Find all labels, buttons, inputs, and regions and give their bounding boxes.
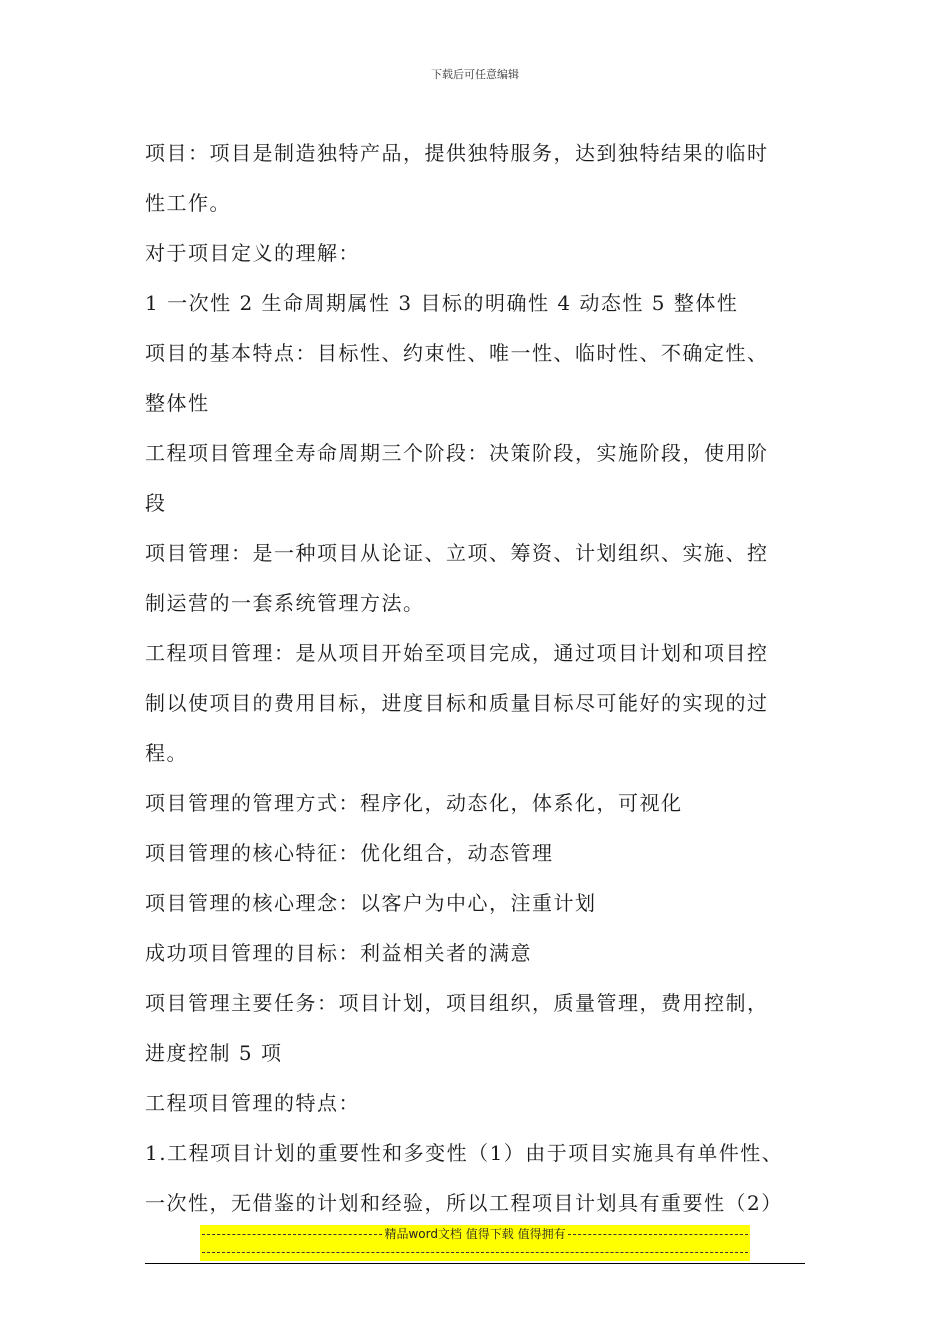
footer-banner-text: 精品word文档 值得下载 值得拥有 <box>384 1227 566 1241</box>
text-line: 1 一次性 2 生命周期属性 3 目标的明确性 4 动态性 5 整体性 <box>145 291 739 315</box>
text-line: 进度控制 5 项 <box>145 1041 283 1065</box>
text-line: 项目管理的核心理念：以客户为中心，注重计划 <box>145 891 597 915</box>
footer-rule <box>145 1263 805 1264</box>
dash-divider <box>568 1234 748 1235</box>
text-line: 段 <box>145 491 167 515</box>
dash-divider <box>202 1234 382 1235</box>
text-line: 性工作。 <box>145 191 231 215</box>
footer-banner-row <box>200 1225 750 1243</box>
text-line: 制运营的一套系统管理方法。 <box>145 591 425 615</box>
text-line: 项目：项目是制造独特产品，提供独特服务，达到独特结果的临时 <box>145 141 769 165</box>
text-line: 项目管理的管理方式：程序化，动态化，体系化，可视化 <box>145 791 683 815</box>
footer-banner-row <box>200 1243 750 1261</box>
text-line: 工程项目管理：是从项目开始至项目完成，通过项目计划和项目控 <box>145 641 769 665</box>
text-line: 项目的基本特点：目标性、约束性、唯一性、临时性、不确定性、 <box>145 341 769 365</box>
text-line: 项目管理主要任务：项目计划，项目组织，质量管理，费用控制， <box>145 991 769 1015</box>
document-body <box>145 128 810 1228</box>
text-line: 一次性，无借鉴的计划和经验，所以工程项目计划具有重要性（2） <box>145 1191 783 1215</box>
page-header-note: 下载后可任意编辑 <box>431 68 519 81</box>
footer-promo-banner <box>200 1225 750 1261</box>
text-line: 1.工程项目计划的重要性和多变性（1）由于项目实施具有单件性、 <box>145 1141 784 1165</box>
text-line: 成功项目管理的目标：利益相关者的满意 <box>145 941 532 965</box>
text-line: 项目管理：是一种项目从论证、立项、筹资、计划组织、实施、控 <box>145 541 769 565</box>
text-line: 制以使项目的费用目标，进度目标和质量目标尽可能好的实现的过 <box>145 691 769 715</box>
text-line: 工程项目管理全寿命周期三个阶段：决策阶段，实施阶段，使用阶 <box>145 441 769 465</box>
text-line: 工程项目管理的特点： <box>145 1091 360 1115</box>
text-line: 程。 <box>145 741 188 765</box>
text-line: 整体性 <box>145 391 210 415</box>
text-line: 对于项目定义的理解： <box>145 241 360 265</box>
dash-divider <box>202 1252 748 1253</box>
text-line: 项目管理的核心特征：优化组合，动态管理 <box>145 841 554 865</box>
